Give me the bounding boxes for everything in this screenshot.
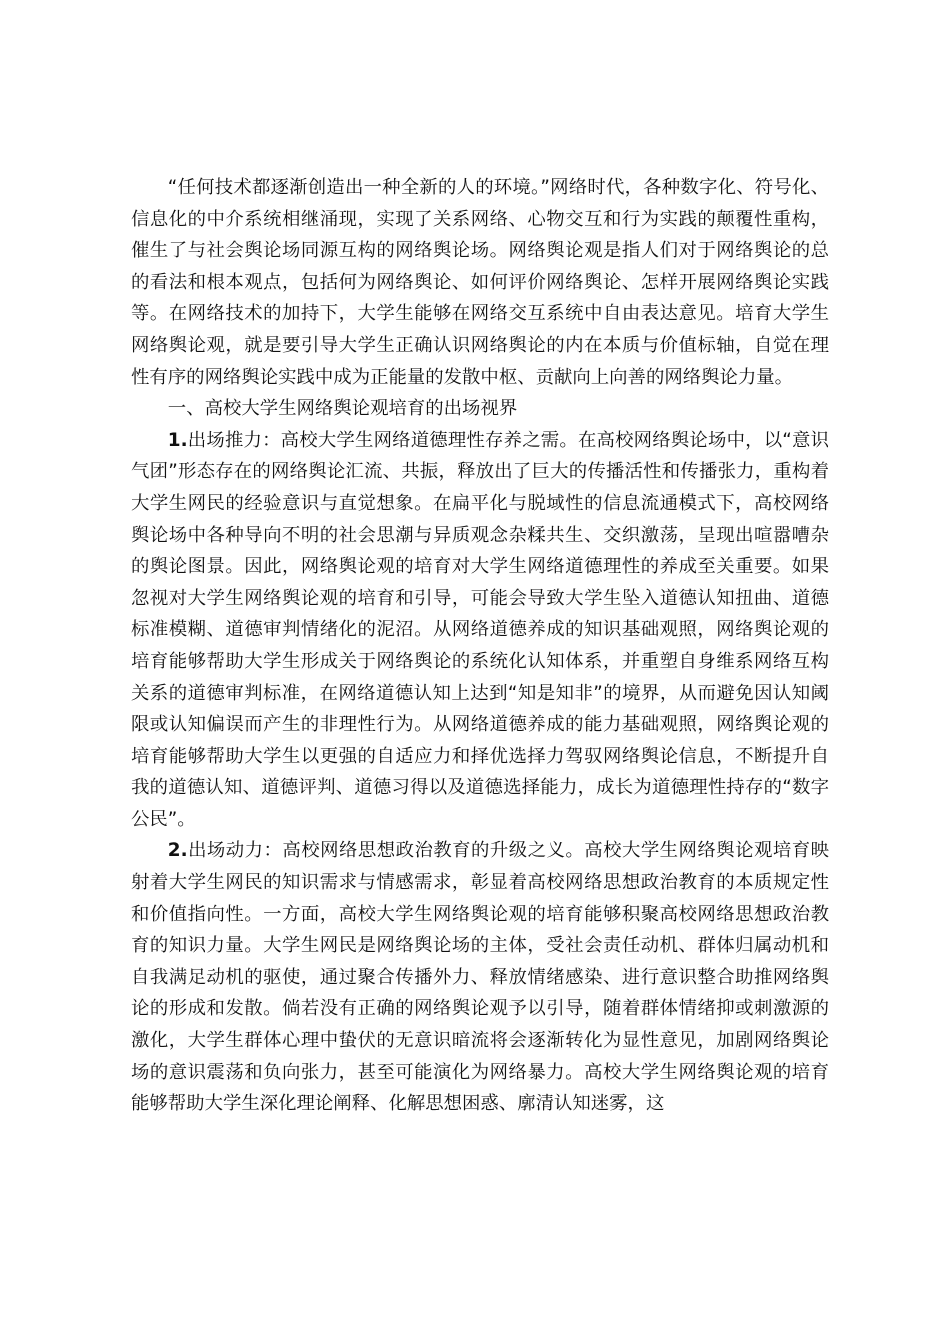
section-2-text: 出场动力：高校网络思想政治教育的升级之义。高校大学生网络舆论观培育映射着大学生网民的知识需求与情感需求，彰显着高校网络思想政治教育的本质规定性和价值指向性。一方面，高校大学生网络舆论观的培育能够积聚高校网络思想政治教育的知识力量。大学生网民是网络舆论场的主体，受社会责任动机、群体归属动机和自我满足动机的驱使，通过聚合传播外力、释放情绪感染、进行意识整合助推网络舆论的形成和发散。倘若没有正确的网络舆论观予以引导，随着群体情绪抑或刺激源的激化，大学生群体心理中蛰伏的无意识暗流将会逐渐转化为显性意见，加剧网络舆论场的意识震荡和负向张力，甚至可能演化为网络暴力。高校大学生网络舆论观的培育能够帮助大学生深化理论阐释、化解思想困惑、廓清认知迷雾，这 — [131, 840, 829, 1115]
section-2-number: 2. — [167, 840, 188, 862]
section-1-paragraph — [131, 425, 829, 836]
intro-paragraph: “任何技术都逐渐创造出一种全新的人的环境。”网络时代，各种数字化、符号化、信息化的中介系统相继涌现，实现了关系网络、心物交互和行为实践的颠覆性重构，催生了与社会舆论场同源互构的网络舆论场。网络舆论观是指人们对于网络舆论的总的看法和根本观点，包括何为网络舆论、如何评价网络舆论、怎样开展网络舆论实践等。在网络技术的加持下，大学生能够在网络交互系统中自由表达意见。培育大学生网络舆论观，就是要引导大学生正确认识网络舆论的内在本质与价值标轴，自觉在理性有序的网络舆论实践中成为正能量的发散中枢、贡献向上向善的网络舆论力量。 — [131, 177, 829, 388]
section-heading: 一、高校大学生网络舆论观培育的出场视界 — [167, 398, 518, 420]
section-2-paragraph — [131, 835, 829, 1119]
document-body — [131, 172, 829, 1120]
section-1-number: 1. — [167, 429, 188, 451]
section-1-text: 出场推力：高校大学生网络道德理性存养之需。在高校网络舆论场中，以“意识气团”形态存在的网络舆论汇流、共振，释放出了巨大的传播活性和传播张力，重构着大学生网民的经验意识与直觉想象。在扁平化与脱域性的信息流通模式下，高校网络舆论场中各种导向不明的社会思潮与异质观念杂糅共生、交织激荡，呈现出喧嚣嘈杂的舆论图景。因此，网络舆论观的培育对大学生网络道德理性的养成至关重要。如果忽视对大学生网络舆论观的培育和引导，可能会导致大学生坠入道德认知扭曲、道德标准模糊、道德审判情绪化的泥沼。从网络道德养成的知识基础观照，网络舆论观的培育能够帮助大学生形成关于网络舆论的系统化认知体系，并重塑自身维系网络互构关系的道德审判标准，在网络道德认知上达到“知是知非”的境界，从而避免因认知阈限或认知偏误而产生的非理性行为。从网络道德养成的能力基础观照，网络舆论观的培育能够帮助大学生以更强的自适应力和择优选择力驾驭网络舆论信息，不断提升自我的道德认知、道德评判、道德习得以及道德选择能力，成长为道德理性持存的“数字公民”。 — [131, 429, 829, 830]
